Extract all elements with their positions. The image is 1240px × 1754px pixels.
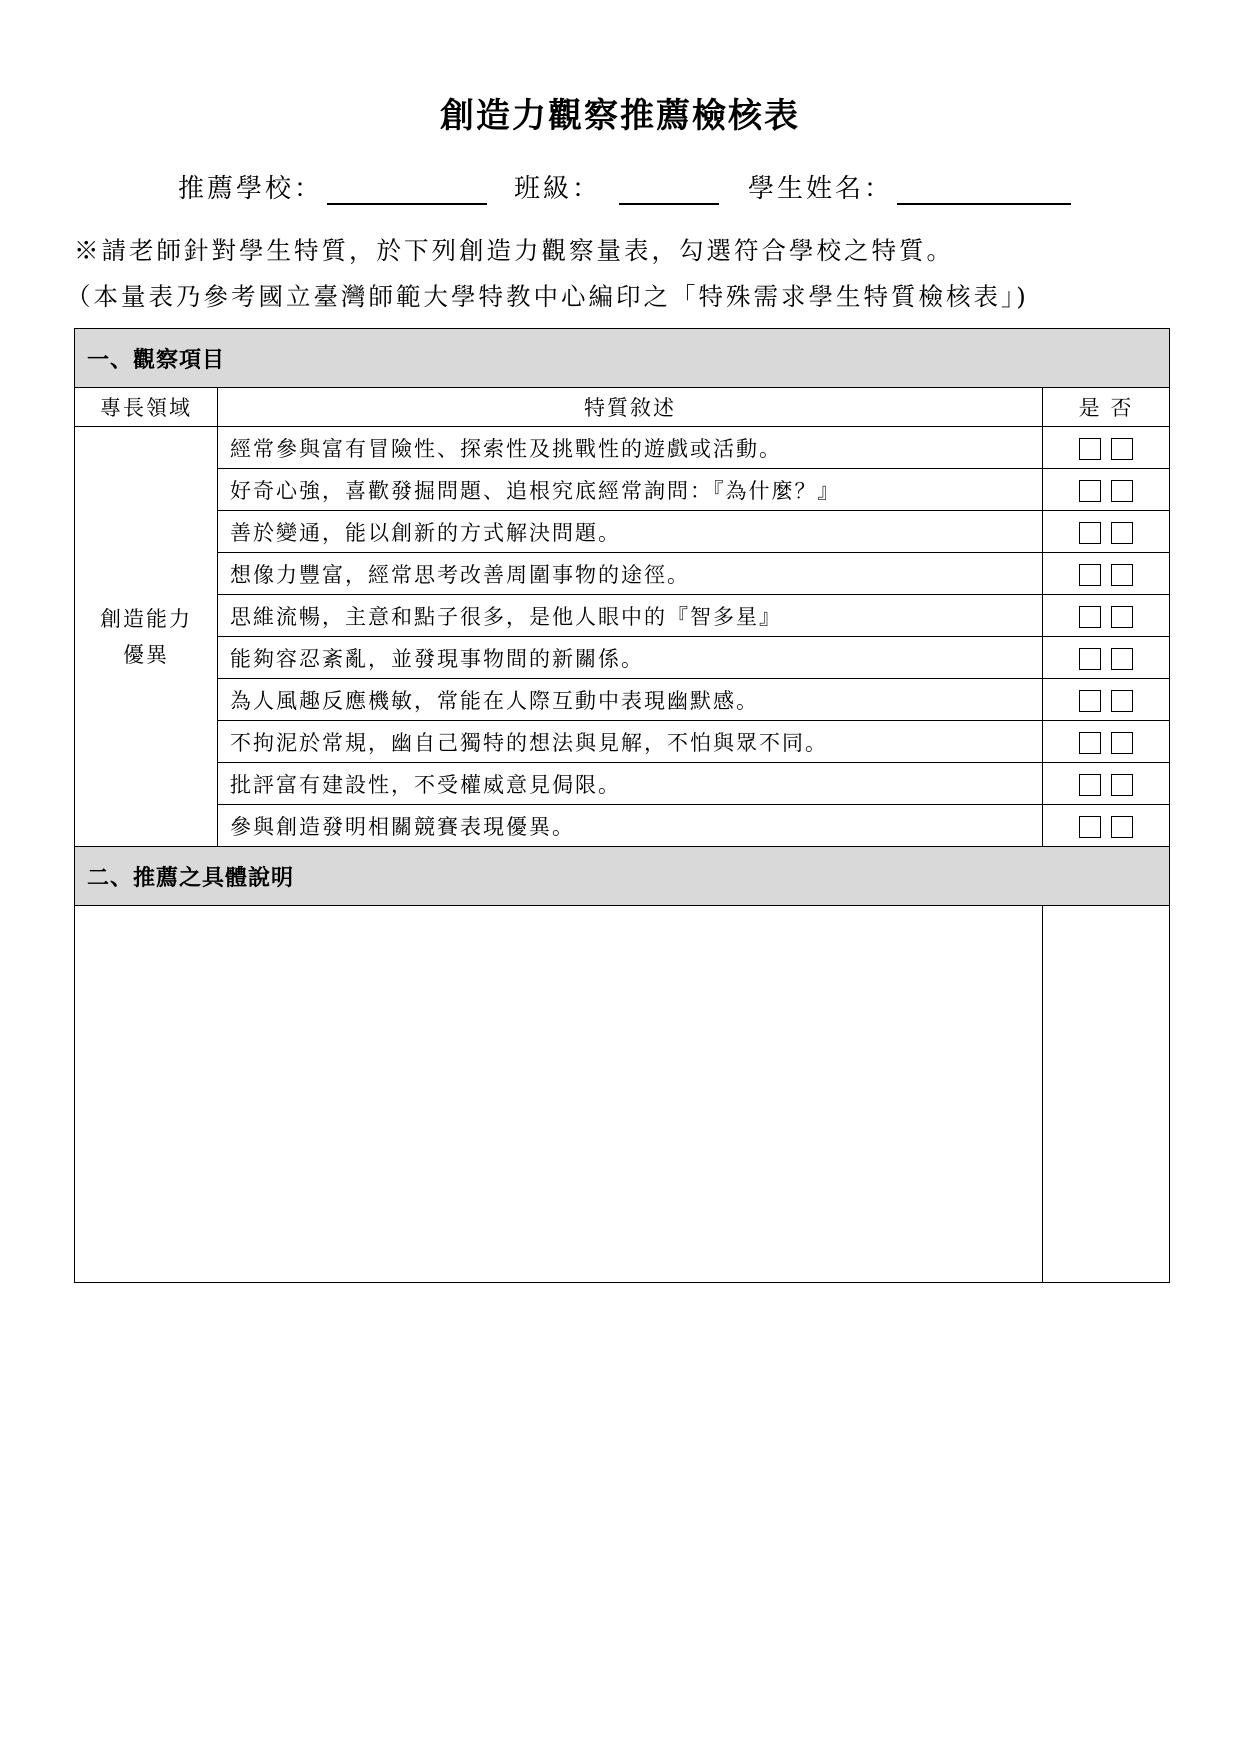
column-yes-no: 是 否 <box>1043 388 1170 427</box>
yes-checkbox[interactable] <box>1079 816 1101 838</box>
column-area: 專長領域 <box>75 388 218 427</box>
section-description-header <box>75 847 1170 906</box>
no-checkbox[interactable] <box>1111 648 1133 670</box>
instruction-note: ※請老師針對學生特質，於下列創造力觀察量表，勾選符合學校之特質。 <box>74 236 954 265</box>
yes-no-cell <box>1043 511 1170 553</box>
area-cell <box>75 427 218 847</box>
trait-text: 想像力豐富，經常思考改善周圍事物的途徑。 <box>218 553 1043 595</box>
yes-checkbox[interactable] <box>1079 438 1101 460</box>
no-checkbox[interactable] <box>1111 816 1133 838</box>
yes-no-cell <box>1043 595 1170 637</box>
no-checkbox[interactable] <box>1111 438 1133 460</box>
trait-text: 參與創造發明相關競賽表現優異。 <box>218 805 1043 847</box>
reference-note: （本量表乃參考國立臺灣師範大學特教中心編印之「特殊需求學生特質檢核表」) <box>66 282 1029 311</box>
trait-text: 經常參與富有冒險性、探索性及挑戰性的遊戲或活動。 <box>218 427 1043 469</box>
yes-checkbox[interactable] <box>1079 564 1101 586</box>
school-blank[interactable] <box>327 177 487 205</box>
table-row <box>75 805 1170 847</box>
page-title: 創造力觀察推薦檢核表 <box>440 96 800 136</box>
no-checkbox[interactable] <box>1111 522 1133 544</box>
trait-text: 好奇心強，喜歡發掘問題、追根究底經常詢問：『為什麼？』 <box>218 469 1043 511</box>
trait-text: 思維流暢，主意和點子很多，是他人眼中的『智多星』 <box>218 595 1043 637</box>
yes-no-cell <box>1043 805 1170 847</box>
yes-checkbox[interactable] <box>1079 648 1101 670</box>
trait-text: 批評富有建設性，不受權威意見侷限。 <box>218 763 1043 805</box>
student-label: 學生姓名： <box>748 174 894 204</box>
yes-checkbox[interactable] <box>1079 690 1101 712</box>
yes-no-cell <box>1043 427 1170 469</box>
column-header-row <box>75 388 1170 427</box>
class-blank[interactable] <box>619 177 719 205</box>
no-checkbox[interactable] <box>1111 774 1133 796</box>
trait-text: 善於變通，能以創新的方式解決問題。 <box>218 511 1043 553</box>
trait-text: 為人風趣反應機敏，常能在人際互動中表現幽默感。 <box>218 679 1043 721</box>
trait-text: 能夠容忍紊亂，並發現事物間的新關係。 <box>218 637 1043 679</box>
no-checkbox[interactable] <box>1111 690 1133 712</box>
table-row <box>75 469 1170 511</box>
table-row <box>75 595 1170 637</box>
table-row <box>75 553 1170 595</box>
yes-checkbox[interactable] <box>1079 606 1101 628</box>
column-trait: 特質敘述 <box>218 388 1043 427</box>
class-label: 班級： <box>514 174 602 204</box>
school-label: 推薦學校： <box>178 174 324 204</box>
table-row <box>75 427 1170 469</box>
description-row <box>75 906 1170 1283</box>
section-observation-title: 一、觀察項目 <box>75 329 1170 388</box>
class-field <box>514 168 719 205</box>
checklist-table <box>74 328 1170 1283</box>
yes-checkbox[interactable] <box>1079 480 1101 502</box>
section-observation-header <box>75 329 1170 388</box>
trait-text: 不拘泥於常規，幽自己獨特的想法與見解，不怕與眾不同。 <box>218 721 1043 763</box>
yes-checkbox[interactable] <box>1079 522 1101 544</box>
description-side-cell <box>1043 906 1170 1283</box>
yes-no-cell <box>1043 721 1170 763</box>
area-label-line2: 優異 <box>123 642 169 667</box>
table-row <box>75 721 1170 763</box>
school-field <box>178 168 487 205</box>
section-description-title: 二、推薦之具體說明 <box>75 847 1170 906</box>
table-row <box>75 763 1170 805</box>
table-row <box>75 679 1170 721</box>
yes-no-cell <box>1043 637 1170 679</box>
no-checkbox[interactable] <box>1111 564 1133 586</box>
student-blank[interactable] <box>897 177 1071 205</box>
yes-checkbox[interactable] <box>1079 732 1101 754</box>
yes-no-cell <box>1043 763 1170 805</box>
yes-checkbox[interactable] <box>1079 774 1101 796</box>
area-label-line1: 創造能力 <box>100 606 192 631</box>
yes-no-cell <box>1043 679 1170 721</box>
table-row <box>75 511 1170 553</box>
no-checkbox[interactable] <box>1111 606 1133 628</box>
table-row <box>75 637 1170 679</box>
yes-no-cell <box>1043 469 1170 511</box>
student-field <box>748 168 1071 205</box>
no-checkbox[interactable] <box>1111 732 1133 754</box>
no-checkbox[interactable] <box>1111 480 1133 502</box>
yes-no-cell <box>1043 553 1170 595</box>
description-input-area[interactable] <box>75 906 1043 1283</box>
